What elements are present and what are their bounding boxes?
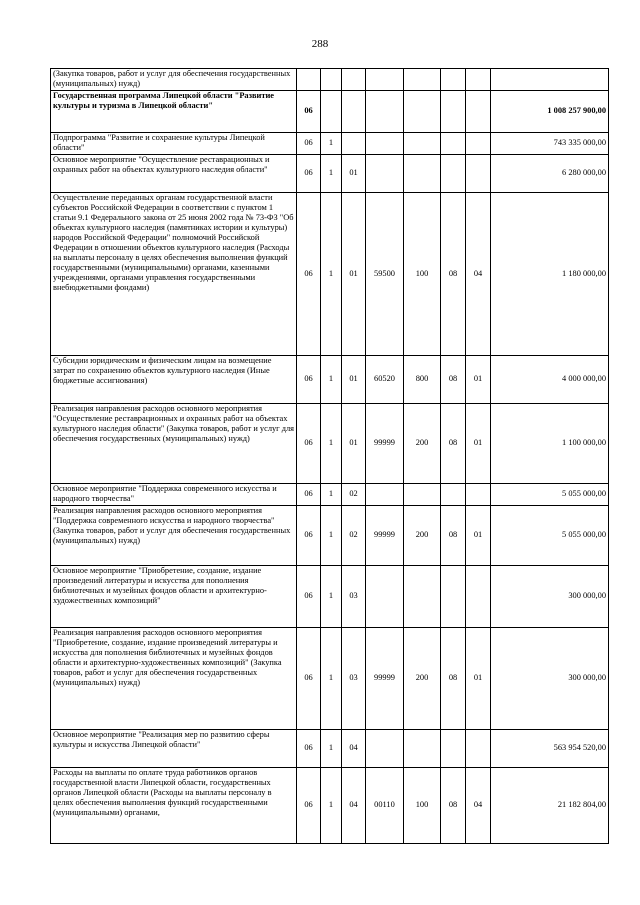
subsection-cell: [466, 133, 491, 155]
amount-cell: 5 055 000,00: [491, 506, 609, 566]
table-row: [51, 91, 609, 133]
name-cell: Основное мероприятие "Осуществление реставрационных и охранных работ на объектах культурного наследия области": [51, 155, 297, 193]
name-cell: Реализация направления расходов основного мероприятия "Осуществление реставрационных и охранных работ на объектах культурного наследия области" (Закупка товаров, работ и услуг для обеспечения государственных (муниципальных) нужд): [51, 404, 297, 484]
subsection-cell: 01: [466, 628, 491, 730]
subsection-cell: 01: [466, 356, 491, 404]
program-cell: 1: [321, 356, 342, 404]
subsection-cell: 01: [466, 404, 491, 484]
amount-cell: [491, 69, 609, 91]
subprogram-cell: 04: [342, 768, 366, 844]
expense-type-cell: 100: [404, 768, 441, 844]
amount-cell: 300 000,00: [491, 566, 609, 628]
direction-cell: [366, 484, 404, 506]
table-row: [51, 768, 609, 844]
direction-cell: 99999: [366, 404, 404, 484]
budget-table: [50, 68, 609, 844]
grbs-cell: 06: [297, 155, 321, 193]
subsection-cell: [466, 91, 491, 133]
amount-cell: 5 055 000,00: [491, 484, 609, 506]
grbs-cell: 06: [297, 484, 321, 506]
amount-cell: 4 000 000,00: [491, 356, 609, 404]
grbs-cell: 06: [297, 404, 321, 484]
budget-body: [51, 69, 609, 844]
subsection-cell: [466, 155, 491, 193]
subprogram-cell: 03: [342, 566, 366, 628]
section-cell: [441, 484, 466, 506]
amount-cell: 1 008 257 900,00: [491, 91, 609, 133]
table-row: [51, 628, 609, 730]
section-cell: [441, 155, 466, 193]
table-row: [51, 356, 609, 404]
expense-type-cell: [404, 91, 441, 133]
subprogram-cell: 01: [342, 404, 366, 484]
program-cell: 1: [321, 628, 342, 730]
expense-type-cell: 200: [404, 506, 441, 566]
amount-cell: 743 335 000,00: [491, 133, 609, 155]
grbs-cell: 06: [297, 356, 321, 404]
program-cell: 1: [321, 133, 342, 155]
expense-type-cell: 200: [404, 628, 441, 730]
direction-cell: 60520: [366, 356, 404, 404]
program-cell: 1: [321, 768, 342, 844]
expense-type-cell: [404, 155, 441, 193]
table-row: [51, 155, 609, 193]
program-cell: [321, 91, 342, 133]
amount-cell: 6 280 000,00: [491, 155, 609, 193]
direction-cell: 99999: [366, 628, 404, 730]
table-row: [51, 193, 609, 356]
grbs-cell: 06: [297, 91, 321, 133]
subprogram-cell: 03: [342, 628, 366, 730]
amount-cell: 1 100 000,00: [491, 404, 609, 484]
subprogram-cell: 04: [342, 730, 366, 768]
subprogram-cell: [342, 91, 366, 133]
subsection-cell: 04: [466, 193, 491, 356]
grbs-cell: 06: [297, 730, 321, 768]
grbs-cell: 06: [297, 566, 321, 628]
name-cell: Основное мероприятие "Приобретение, создание, издание произведений литературы и искусства для пополнения библиотечных и музейных фондов области и архитектурно-художественных композиций": [51, 566, 297, 628]
name-cell: Расходы на выплаты по оплате труда работников органов государственной власти Липецкой области, государственных органов Липецкой области (Расходы на выплаты персоналу в целях обеспечения выполнения функций государственными (муниципальными) органами,: [51, 768, 297, 844]
grbs-cell: 06: [297, 506, 321, 566]
section-cell: [441, 91, 466, 133]
expense-type-cell: 100: [404, 193, 441, 356]
subsection-cell: [466, 484, 491, 506]
section-cell: 08: [441, 356, 466, 404]
amount-cell: 563 954 520,00: [491, 730, 609, 768]
name-cell: Реализация направления расходов основного мероприятия "Приобретение, создание, издание произведений литературы и искусства для пополнения библиотечных и музейных фондов области и архитектурно-художественных композиций" (Закупка товаров, работ и услуг для обеспечения государственных (муниципальных) нужд): [51, 628, 297, 730]
name-cell: Подпрограмма "Развитие и сохранение культуры Липецкой области": [51, 133, 297, 155]
section-cell: 08: [441, 506, 466, 566]
program-cell: 1: [321, 193, 342, 356]
program-cell: 1: [321, 155, 342, 193]
name-cell: Осуществление переданных органам государственной власти субъектов Российской Федерации в соответствии с пунктом 1 статьи 9.1 Федерального закона от 25 июня 2002 года № 73-ФЗ "Об объектах культурного наследия (памятниках истории и культуры) народов Российской Федерации" полномочий Российской Федерации в отношении объектов культурного наследия (Расходы на выплаты персоналу в целях обеспечения выполнения функций государственными (муниципальными) органами, казенными учреждениями, органами управления государственными внебюджетными фондами): [51, 193, 297, 356]
name-cell: Субсидии юридическим и физическим лицам на возмещение затрат по сохранению объектов культурного наследия (Иные бюджетные ассигнования): [51, 356, 297, 404]
direction-cell: [366, 69, 404, 91]
subsection-cell: [466, 566, 491, 628]
grbs-cell: 06: [297, 133, 321, 155]
direction-cell: 99999: [366, 506, 404, 566]
subprogram-cell: 02: [342, 484, 366, 506]
direction-cell: [366, 133, 404, 155]
program-cell: 1: [321, 730, 342, 768]
amount-cell: 1 180 000,00: [491, 193, 609, 356]
subprogram-cell: 01: [342, 193, 366, 356]
expense-type-cell: [404, 566, 441, 628]
grbs-cell: 06: [297, 768, 321, 844]
amount-cell: 300 000,00: [491, 628, 609, 730]
section-cell: [441, 566, 466, 628]
table-row: [51, 506, 609, 566]
table-row: [51, 404, 609, 484]
table-row: [51, 730, 609, 768]
program-cell: [321, 69, 342, 91]
subprogram-cell: 02: [342, 506, 366, 566]
direction-cell: 59500: [366, 193, 404, 356]
name-cell: Основное мероприятие "Реализация мер по развитию сферы культуры и искусства Липецкой области": [51, 730, 297, 768]
section-cell: [441, 69, 466, 91]
name-cell: Основное мероприятие "Поддержка современного искусства и народного творчества": [51, 484, 297, 506]
name-cell: Государственная программа Липецкой области "Развитие культуры и туризма в Липецкой области": [51, 91, 297, 133]
name-cell: Реализация направления расходов основного мероприятия "Поддержка современного искусства и народного творчества" (Закупка товаров, работ и услуг для обеспечения государственных (муниципальных) нужд): [51, 506, 297, 566]
program-cell: 1: [321, 484, 342, 506]
subsection-cell: [466, 69, 491, 91]
direction-cell: [366, 91, 404, 133]
page-number: 288: [311, 38, 329, 50]
expense-type-cell: [404, 69, 441, 91]
subsection-cell: 04: [466, 768, 491, 844]
direction-cell: [366, 730, 404, 768]
amount-cell: 21 182 804,00: [491, 768, 609, 844]
grbs-cell: 06: [297, 193, 321, 356]
section-cell: [441, 730, 466, 768]
subprogram-cell: 01: [342, 155, 366, 193]
subprogram-cell: [342, 133, 366, 155]
expense-type-cell: [404, 484, 441, 506]
program-cell: 1: [321, 566, 342, 628]
section-cell: 08: [441, 404, 466, 484]
subsection-cell: [466, 730, 491, 768]
direction-cell: 00110: [366, 768, 404, 844]
table-row: [51, 566, 609, 628]
name-cell: (Закупка товаров, работ и услуг для обеспечения государственных (муниципальных) нужд): [51, 69, 297, 91]
grbs-cell: 06: [297, 628, 321, 730]
section-cell: [441, 133, 466, 155]
direction-cell: [366, 155, 404, 193]
table-row: [51, 484, 609, 506]
expense-type-cell: [404, 730, 441, 768]
expense-type-cell: 200: [404, 404, 441, 484]
section-cell: 08: [441, 768, 466, 844]
program-cell: 1: [321, 404, 342, 484]
section-cell: 08: [441, 193, 466, 356]
table-row: [51, 69, 609, 91]
subsection-cell: 01: [466, 506, 491, 566]
expense-type-cell: 800: [404, 356, 441, 404]
grbs-cell: [297, 69, 321, 91]
program-cell: 1: [321, 506, 342, 566]
table-row: [51, 133, 609, 155]
expense-type-cell: [404, 133, 441, 155]
section-cell: 08: [441, 628, 466, 730]
subprogram-cell: [342, 69, 366, 91]
subprogram-cell: 01: [342, 356, 366, 404]
direction-cell: [366, 566, 404, 628]
